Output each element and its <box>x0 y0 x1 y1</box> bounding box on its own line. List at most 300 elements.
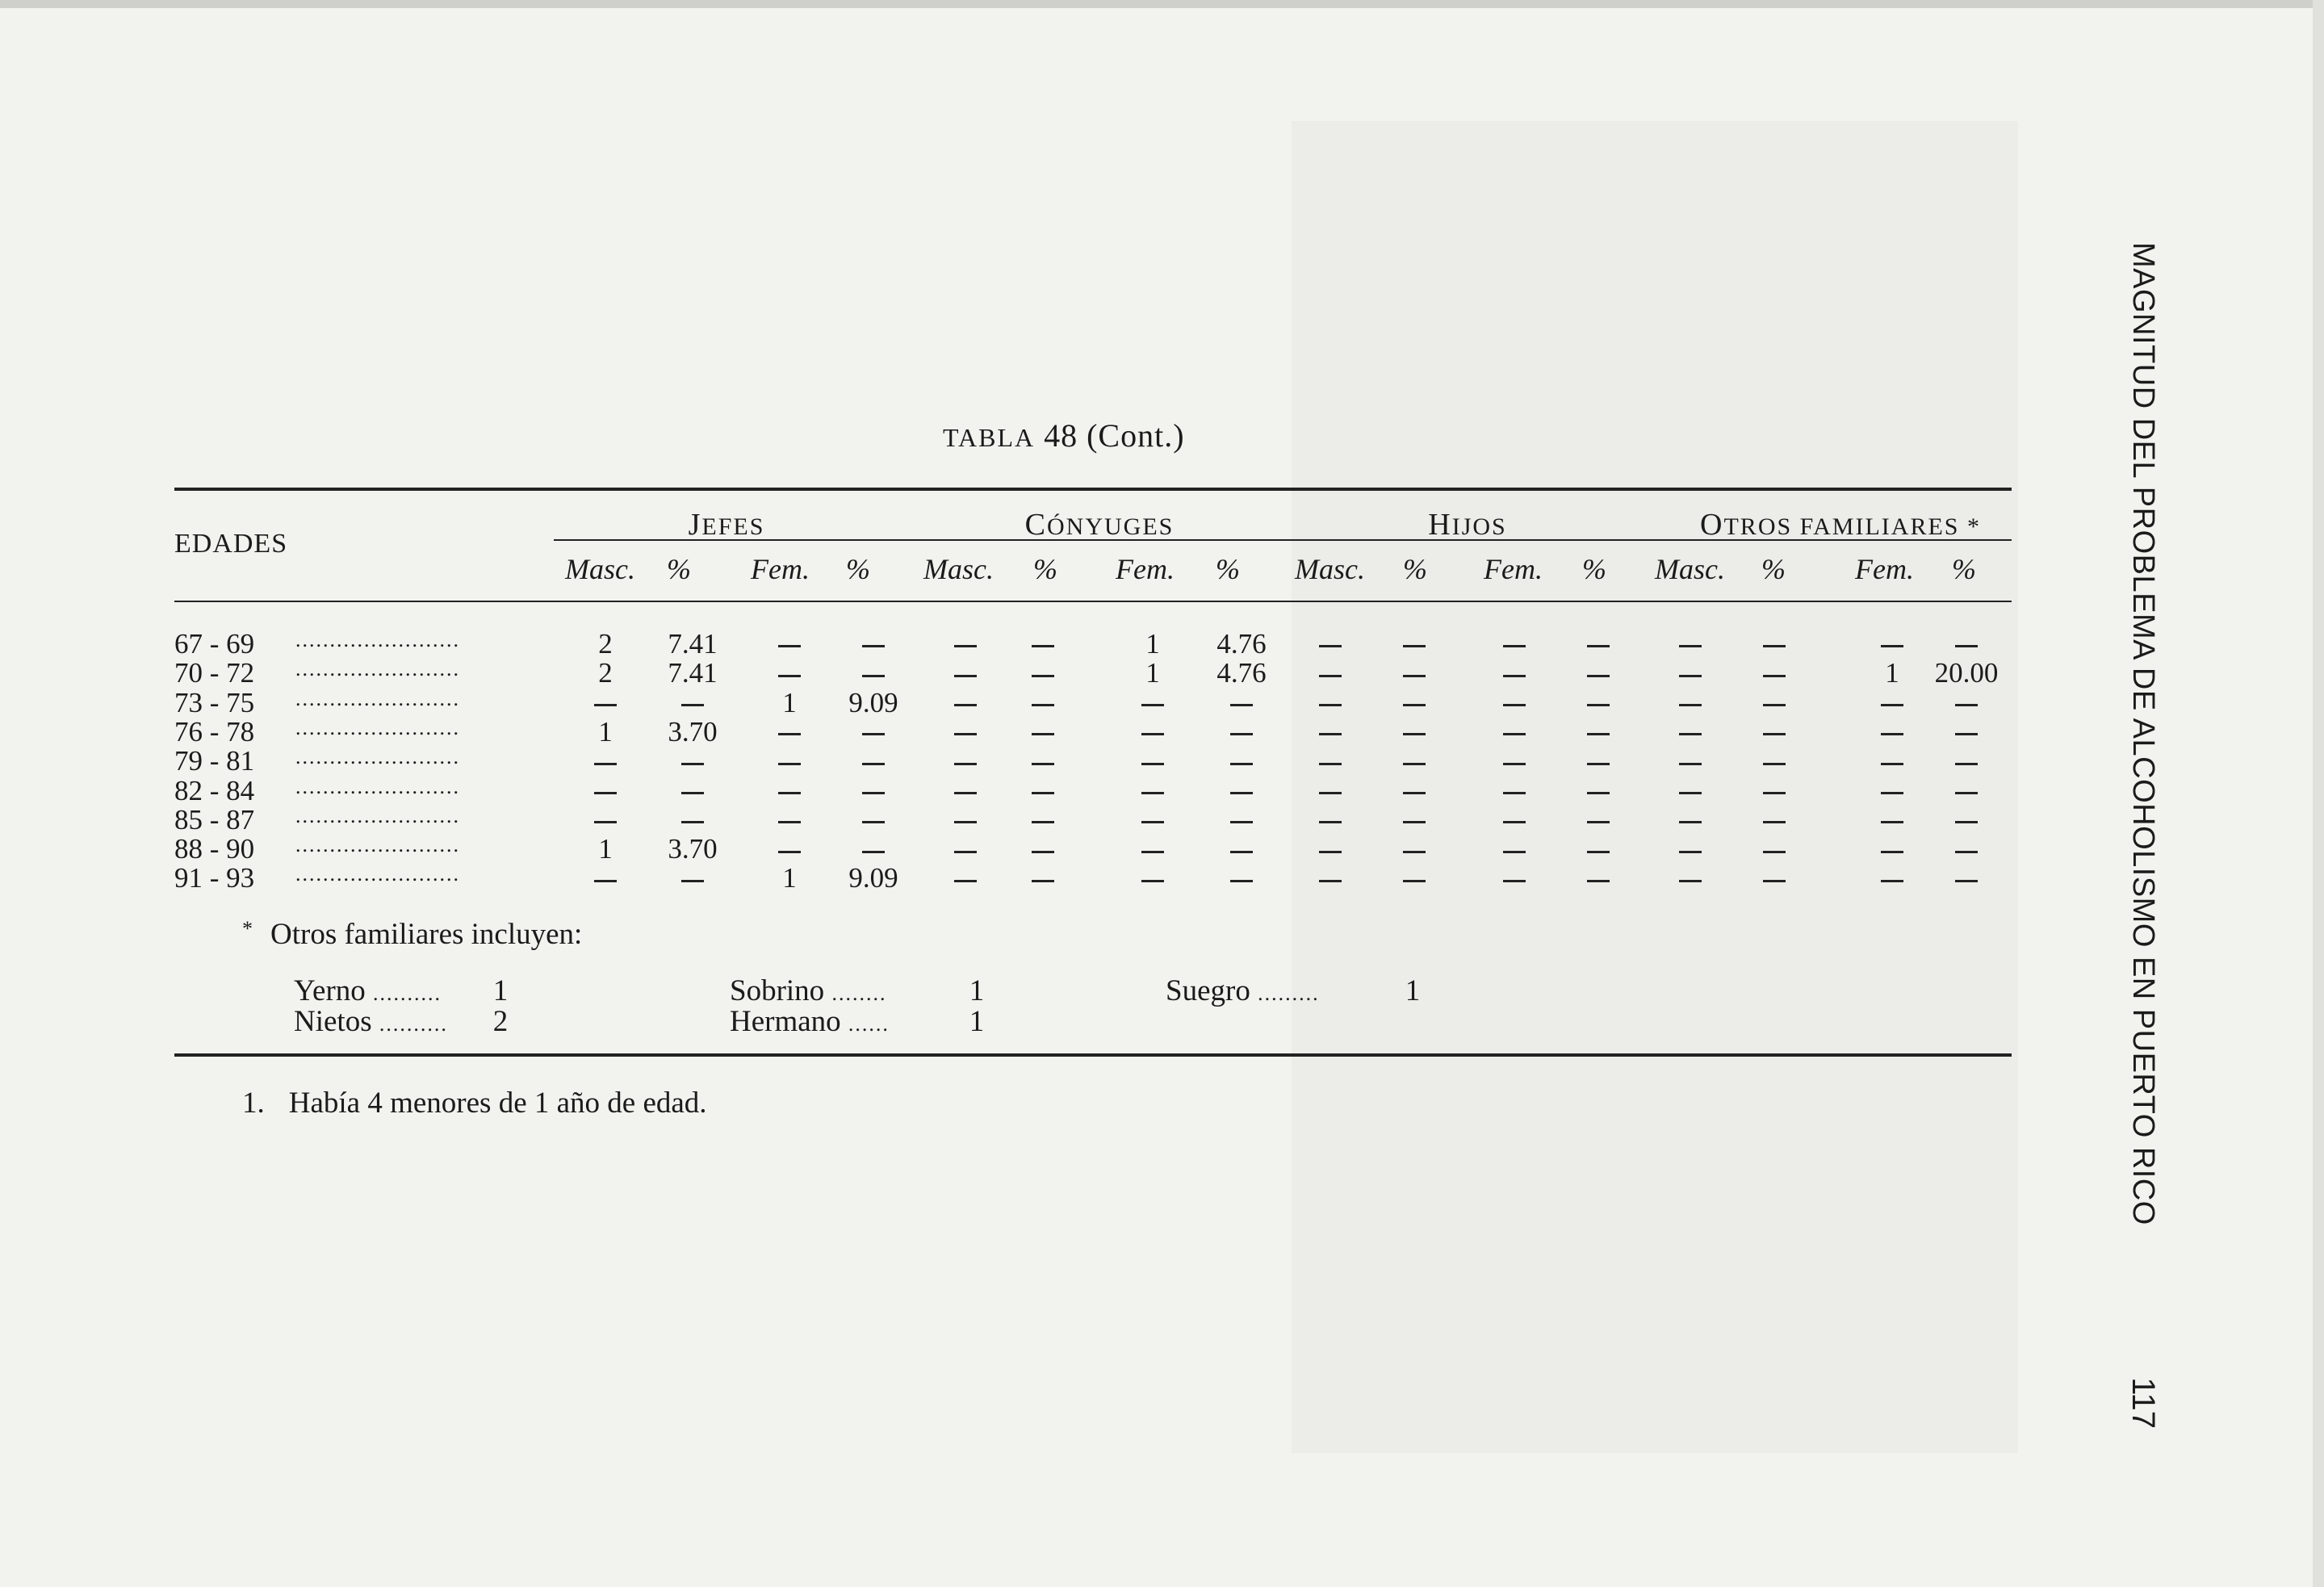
dash-mark <box>1319 880 1342 882</box>
table-cell <box>1366 716 1463 748</box>
dash-mark <box>778 821 801 823</box>
table-cell <box>1726 628 1823 660</box>
row-leader: ........................ <box>295 715 460 739</box>
subheader-12: Masc. <box>1655 553 1725 585</box>
relative-name <box>294 1004 448 1039</box>
relative-count: 1 <box>1405 974 1421 1007</box>
table-cell: 4.76 <box>1216 657 1267 689</box>
table-cell: 20.00 <box>1934 657 1999 689</box>
table-cell <box>1726 745 1823 777</box>
dash-mark <box>681 763 704 765</box>
table-cell <box>557 745 654 777</box>
table-cell <box>1918 716 2015 748</box>
relative-label: Suegro <box>1166 974 1258 1007</box>
dash-mark <box>1763 645 1786 647</box>
dash-mark <box>1587 704 1610 706</box>
relative-leader: ........ <box>831 982 887 1005</box>
footnote <box>242 1086 707 1120</box>
dash-mark <box>954 645 977 647</box>
table-cell <box>1642 862 1739 894</box>
dash-mark <box>681 792 704 794</box>
page-right-edge <box>2313 0 2324 1587</box>
dash-mark <box>862 733 885 735</box>
table-cell <box>995 862 1091 894</box>
relative-label: Nietos <box>294 1005 379 1038</box>
running-head: MAGNITUD DEL PROBLEMA DE ALCOHOLISMO EN PUERTO RICO <box>2126 242 2161 1225</box>
table-cell <box>1550 716 1647 748</box>
table-cell <box>1282 687 1379 719</box>
subheader-8: Masc. <box>1295 553 1365 585</box>
table-cell <box>1918 833 2015 865</box>
table-cell <box>1466 775 1563 807</box>
dash-mark <box>954 851 977 853</box>
relative-label: Sobrino <box>730 974 832 1007</box>
table-cell <box>1282 657 1379 689</box>
table-cell: 4.76 <box>1216 628 1267 660</box>
table-cell <box>1466 833 1563 865</box>
dash-mark <box>1403 645 1426 647</box>
table-cell <box>1104 833 1201 865</box>
row-leader: ........................ <box>295 628 460 651</box>
table-cell <box>741 804 838 836</box>
dash-mark <box>954 763 977 765</box>
table-cell: 1 <box>598 715 613 747</box>
dash-mark <box>1679 704 1702 706</box>
dash-mark <box>862 675 885 677</box>
dash-mark <box>1403 880 1426 882</box>
dash-mark <box>1955 645 1978 647</box>
table-cell <box>1104 687 1201 719</box>
relatives-note-marker: * <box>242 917 253 940</box>
relative-label: Hermano <box>730 1005 848 1038</box>
relative-name <box>294 974 442 1008</box>
table-cell <box>1550 804 1647 836</box>
dash-mark <box>681 704 704 706</box>
relative-leader: ...... <box>848 1012 890 1036</box>
row-label: 85 - 87 <box>174 803 255 835</box>
dash-mark <box>1503 763 1526 765</box>
table-cell <box>1550 687 1647 719</box>
dash-mark <box>1587 880 1610 882</box>
running-head-strip <box>2115 242 2171 1429</box>
dash-mark <box>1319 763 1342 765</box>
subheader-5: % <box>1033 553 1057 585</box>
group-header-initial: C <box>1024 508 1047 542</box>
table-cell <box>995 687 1091 719</box>
table-cell <box>1642 804 1739 836</box>
dash-mark <box>1679 733 1702 735</box>
table-top-rule <box>174 488 2012 491</box>
group-header-1 <box>938 507 1261 542</box>
table-cell <box>1642 716 1739 748</box>
page-top-edge <box>0 0 2324 8</box>
table-cell <box>1642 833 1739 865</box>
dash-mark <box>681 821 704 823</box>
footnote-marker: 1. <box>242 1087 265 1120</box>
table-cell <box>995 628 1091 660</box>
dash-mark <box>1587 733 1610 735</box>
table-cell <box>1193 687 1290 719</box>
group-header-initial: O <box>1700 508 1724 542</box>
dash-mark <box>594 763 617 765</box>
dash-mark <box>681 880 704 882</box>
table-cell: 1 <box>598 833 613 865</box>
table-cell <box>644 687 741 719</box>
table-cell <box>644 745 741 777</box>
table-cell <box>1726 833 1823 865</box>
dash-mark <box>1679 675 1702 677</box>
table-cell <box>1366 745 1463 777</box>
table-cell <box>1642 775 1739 807</box>
table-cell <box>1104 716 1201 748</box>
side-margin <box>2115 242 2171 1429</box>
table-cell <box>1466 804 1563 836</box>
table-cell <box>1726 804 1823 836</box>
table-cell <box>741 833 838 865</box>
group-header-3 <box>1679 507 2002 542</box>
table-cell <box>1282 804 1379 836</box>
footnote-text: Había 4 menores de 1 año de edad. <box>288 1087 707 1120</box>
dash-mark <box>1141 851 1164 853</box>
dash-mark <box>1679 645 1702 647</box>
table-cell <box>644 804 741 836</box>
relative-leader: ......... <box>1258 982 1320 1005</box>
relative-name <box>1166 974 1320 1008</box>
table-cell <box>1282 862 1379 894</box>
dash-mark <box>1587 821 1610 823</box>
dash-mark <box>1403 851 1426 853</box>
dash-mark <box>1587 645 1610 647</box>
dash-mark <box>1881 821 1903 823</box>
dash-mark <box>1230 733 1253 735</box>
group-header-0 <box>565 507 888 542</box>
subheader-4: Masc. <box>923 553 994 585</box>
dash-mark <box>954 821 977 823</box>
relative-count: 1 <box>969 1005 985 1038</box>
table-title-number: 48 (Cont.) <box>1044 417 1185 454</box>
dash-mark <box>594 821 617 823</box>
table-cell <box>995 716 1091 748</box>
group-header-rest: IJOS <box>1451 513 1507 540</box>
dash-mark <box>1763 704 1786 706</box>
dash-mark <box>1503 821 1526 823</box>
row-label: 73 - 75 <box>174 686 255 718</box>
dash-mark <box>862 792 885 794</box>
dash-mark <box>1503 645 1526 647</box>
table-cell <box>644 775 741 807</box>
dash-mark <box>1763 763 1786 765</box>
dash-mark <box>1319 733 1342 735</box>
dash-mark <box>1319 645 1342 647</box>
dash-mark <box>1679 792 1702 794</box>
table-cell <box>1282 628 1379 660</box>
dash-mark <box>1587 851 1610 853</box>
table-cell <box>1550 862 1647 894</box>
dash-mark <box>1230 792 1253 794</box>
table-cell <box>1550 833 1647 865</box>
table-cell <box>995 804 1091 836</box>
dash-mark <box>1403 704 1426 706</box>
dash-mark <box>1141 733 1164 735</box>
table-cell: 1 <box>1885 657 1899 689</box>
dash-mark <box>594 792 617 794</box>
subheader-3: % <box>846 553 870 585</box>
dash-mark <box>1230 880 1253 882</box>
page-number: 117 <box>2125 1377 2162 1429</box>
table-cell <box>1642 628 1739 660</box>
dash-mark <box>954 880 977 882</box>
dash-mark <box>1032 792 1054 794</box>
dash-mark <box>1955 880 1978 882</box>
dash-mark <box>954 792 977 794</box>
dash-mark <box>1881 880 1903 882</box>
dash-mark <box>1503 704 1526 706</box>
table-cell <box>1918 862 2015 894</box>
table-cell <box>1366 687 1463 719</box>
table-cell <box>1193 775 1290 807</box>
table-cell <box>1466 628 1563 660</box>
dash-mark <box>1955 821 1978 823</box>
dash-mark <box>1032 880 1054 882</box>
row-label: 70 - 72 <box>174 657 255 689</box>
table-cell <box>1918 687 2015 719</box>
group-header-initial: J <box>688 508 702 542</box>
dash-mark <box>1955 792 1978 794</box>
table-cell <box>644 862 741 894</box>
dash-mark <box>1230 821 1253 823</box>
row-label: 79 - 81 <box>174 745 255 777</box>
dash-mark <box>1881 763 1903 765</box>
dash-mark <box>1763 880 1786 882</box>
table-cell <box>741 716 838 748</box>
table-cell: 1 <box>1145 657 1160 689</box>
dash-mark <box>1032 645 1054 647</box>
subheader-6: Fem. <box>1116 553 1175 585</box>
dash-mark <box>1881 733 1903 735</box>
row-leader: ........................ <box>295 803 460 827</box>
table-cell <box>1726 716 1823 748</box>
dash-mark <box>862 763 885 765</box>
table-title <box>943 417 1185 454</box>
dash-mark <box>1141 880 1164 882</box>
subheader-13: % <box>1761 553 1786 585</box>
relative-name <box>730 1004 890 1039</box>
table-cell <box>1193 745 1290 777</box>
table-title-prefix: TABLA <box>943 423 1036 452</box>
dash-mark <box>1503 851 1526 853</box>
dash-mark <box>1403 733 1426 735</box>
table-cell <box>1366 862 1463 894</box>
table-cell <box>1104 804 1201 836</box>
dash-mark <box>1881 645 1903 647</box>
dash-mark <box>594 704 617 706</box>
row-label: 88 - 90 <box>174 833 255 865</box>
dash-mark <box>1032 675 1054 677</box>
relative-leader: .......... <box>373 982 442 1005</box>
table-cell <box>741 745 838 777</box>
group-header-initial: H <box>1428 508 1452 542</box>
dash-mark <box>1503 675 1526 677</box>
relative-leader: .......... <box>379 1012 448 1036</box>
table-cell <box>1726 687 1823 719</box>
table-cell <box>1193 804 1290 836</box>
dash-mark <box>1319 821 1342 823</box>
dash-mark <box>1230 763 1253 765</box>
table-bottom-rule <box>174 1053 2012 1057</box>
row-leader: ........................ <box>295 833 460 857</box>
table-cell: 3.70 <box>668 715 718 747</box>
dash-mark <box>1503 733 1526 735</box>
table-cell <box>1918 628 2015 660</box>
subheader-1: % <box>667 553 691 585</box>
subheader-7: % <box>1216 553 1240 585</box>
table-cell <box>1550 775 1647 807</box>
group-header-2 <box>1306 507 1629 542</box>
table-cell: 2 <box>598 628 613 660</box>
table-cell <box>1366 804 1463 836</box>
dash-mark <box>1955 763 1978 765</box>
table-cell <box>1104 775 1201 807</box>
dash-mark <box>1881 704 1903 706</box>
table-cell <box>1642 657 1739 689</box>
table-cell <box>825 804 922 836</box>
table-cell <box>1726 862 1823 894</box>
table-cell <box>1193 716 1290 748</box>
group-header-rest: ÓNYUGES <box>1047 513 1175 540</box>
table-cell <box>1282 775 1379 807</box>
table-cell <box>825 775 922 807</box>
table-cell <box>1193 833 1290 865</box>
dash-mark <box>778 763 801 765</box>
dash-mark <box>1032 821 1054 823</box>
table-cell <box>1366 833 1463 865</box>
dash-mark <box>1955 704 1978 706</box>
relative-count: 1 <box>492 974 509 1007</box>
relative-name <box>730 974 886 1008</box>
table-cell <box>1282 716 1379 748</box>
table-cell <box>557 775 654 807</box>
table-cell <box>1726 657 1823 689</box>
table-cell <box>825 745 922 777</box>
row-leader: ........................ <box>295 686 460 710</box>
table-cell <box>1466 745 1563 777</box>
table-cell <box>1466 687 1563 719</box>
table-cell <box>825 716 922 748</box>
table-cell <box>825 657 922 689</box>
dash-mark <box>1319 675 1342 677</box>
table-cell <box>1642 745 1739 777</box>
subheader-15: % <box>1952 553 1976 585</box>
table-cell <box>995 745 1091 777</box>
dash-mark <box>1319 851 1342 853</box>
row-leader: ........................ <box>295 862 460 886</box>
table-cell <box>1466 862 1563 894</box>
table-cell <box>1104 862 1201 894</box>
table-cell <box>557 687 654 719</box>
table-cell <box>1918 804 2015 836</box>
table-cell <box>995 657 1091 689</box>
table-cell: 1 <box>1145 628 1160 660</box>
table-cell: 9.09 <box>848 686 898 718</box>
table-cell: 7.41 <box>668 628 718 660</box>
subheader-11: % <box>1582 553 1606 585</box>
stub-header: EDADES <box>174 529 288 559</box>
row-label: 67 - 69 <box>174 628 255 660</box>
dash-mark <box>1403 792 1426 794</box>
dash-mark <box>1587 792 1610 794</box>
dash-mark <box>778 792 801 794</box>
table-cell <box>1726 775 1823 807</box>
table-cell <box>1550 657 1647 689</box>
dash-mark <box>1403 675 1426 677</box>
table-cell: 3.70 <box>668 833 718 865</box>
table-cell <box>825 628 922 660</box>
table-cell <box>1282 833 1379 865</box>
table-cell <box>1466 657 1563 689</box>
dash-mark <box>1230 704 1253 706</box>
group-header-rest: TROS FAMILIARES * <box>1723 513 1981 540</box>
dash-mark <box>1319 704 1342 706</box>
table-cell <box>825 833 922 865</box>
table-cell <box>1642 687 1739 719</box>
dash-mark <box>1141 821 1164 823</box>
dash-mark <box>1032 763 1054 765</box>
subheader-2: Fem. <box>751 553 810 585</box>
dash-mark <box>1881 792 1903 794</box>
table-cell <box>995 833 1091 865</box>
dash-mark <box>954 733 977 735</box>
dash-mark <box>862 645 885 647</box>
table-cell <box>1366 775 1463 807</box>
subheader-14: Fem. <box>1855 553 1914 585</box>
dash-mark <box>954 704 977 706</box>
dash-mark <box>1763 792 1786 794</box>
relatives-note-intro: Otros familiares incluyen: <box>270 918 583 951</box>
dash-mark <box>1679 821 1702 823</box>
group-header-rest: EFES <box>701 513 765 540</box>
dash-mark <box>1503 792 1526 794</box>
row-leader: ........................ <box>295 657 460 681</box>
table-cell <box>557 862 654 894</box>
relative-count: 2 <box>492 1005 509 1038</box>
row-label: 76 - 78 <box>174 715 255 747</box>
table-cell <box>1366 657 1463 689</box>
dash-mark <box>1679 763 1702 765</box>
dash-mark <box>1881 851 1903 853</box>
dash-mark <box>1763 675 1786 677</box>
dash-mark <box>1763 821 1786 823</box>
table-cell <box>1918 745 2015 777</box>
dash-mark <box>778 733 801 735</box>
relatives-note <box>242 917 582 952</box>
table-cell <box>995 775 1091 807</box>
dash-mark <box>1679 880 1702 882</box>
dash-mark <box>1230 851 1253 853</box>
table-cell <box>741 628 838 660</box>
dash-mark <box>1403 763 1426 765</box>
dash-mark <box>862 821 885 823</box>
dash-mark <box>1587 675 1610 677</box>
dash-mark <box>1141 704 1164 706</box>
row-label: 91 - 93 <box>174 862 255 894</box>
table-cell <box>1366 628 1463 660</box>
dash-mark <box>778 645 801 647</box>
dash-mark <box>1032 851 1054 853</box>
table-cell: 9.09 <box>848 862 898 894</box>
dash-mark <box>778 675 801 677</box>
dash-mark <box>1955 851 1978 853</box>
table-cell <box>741 775 838 807</box>
